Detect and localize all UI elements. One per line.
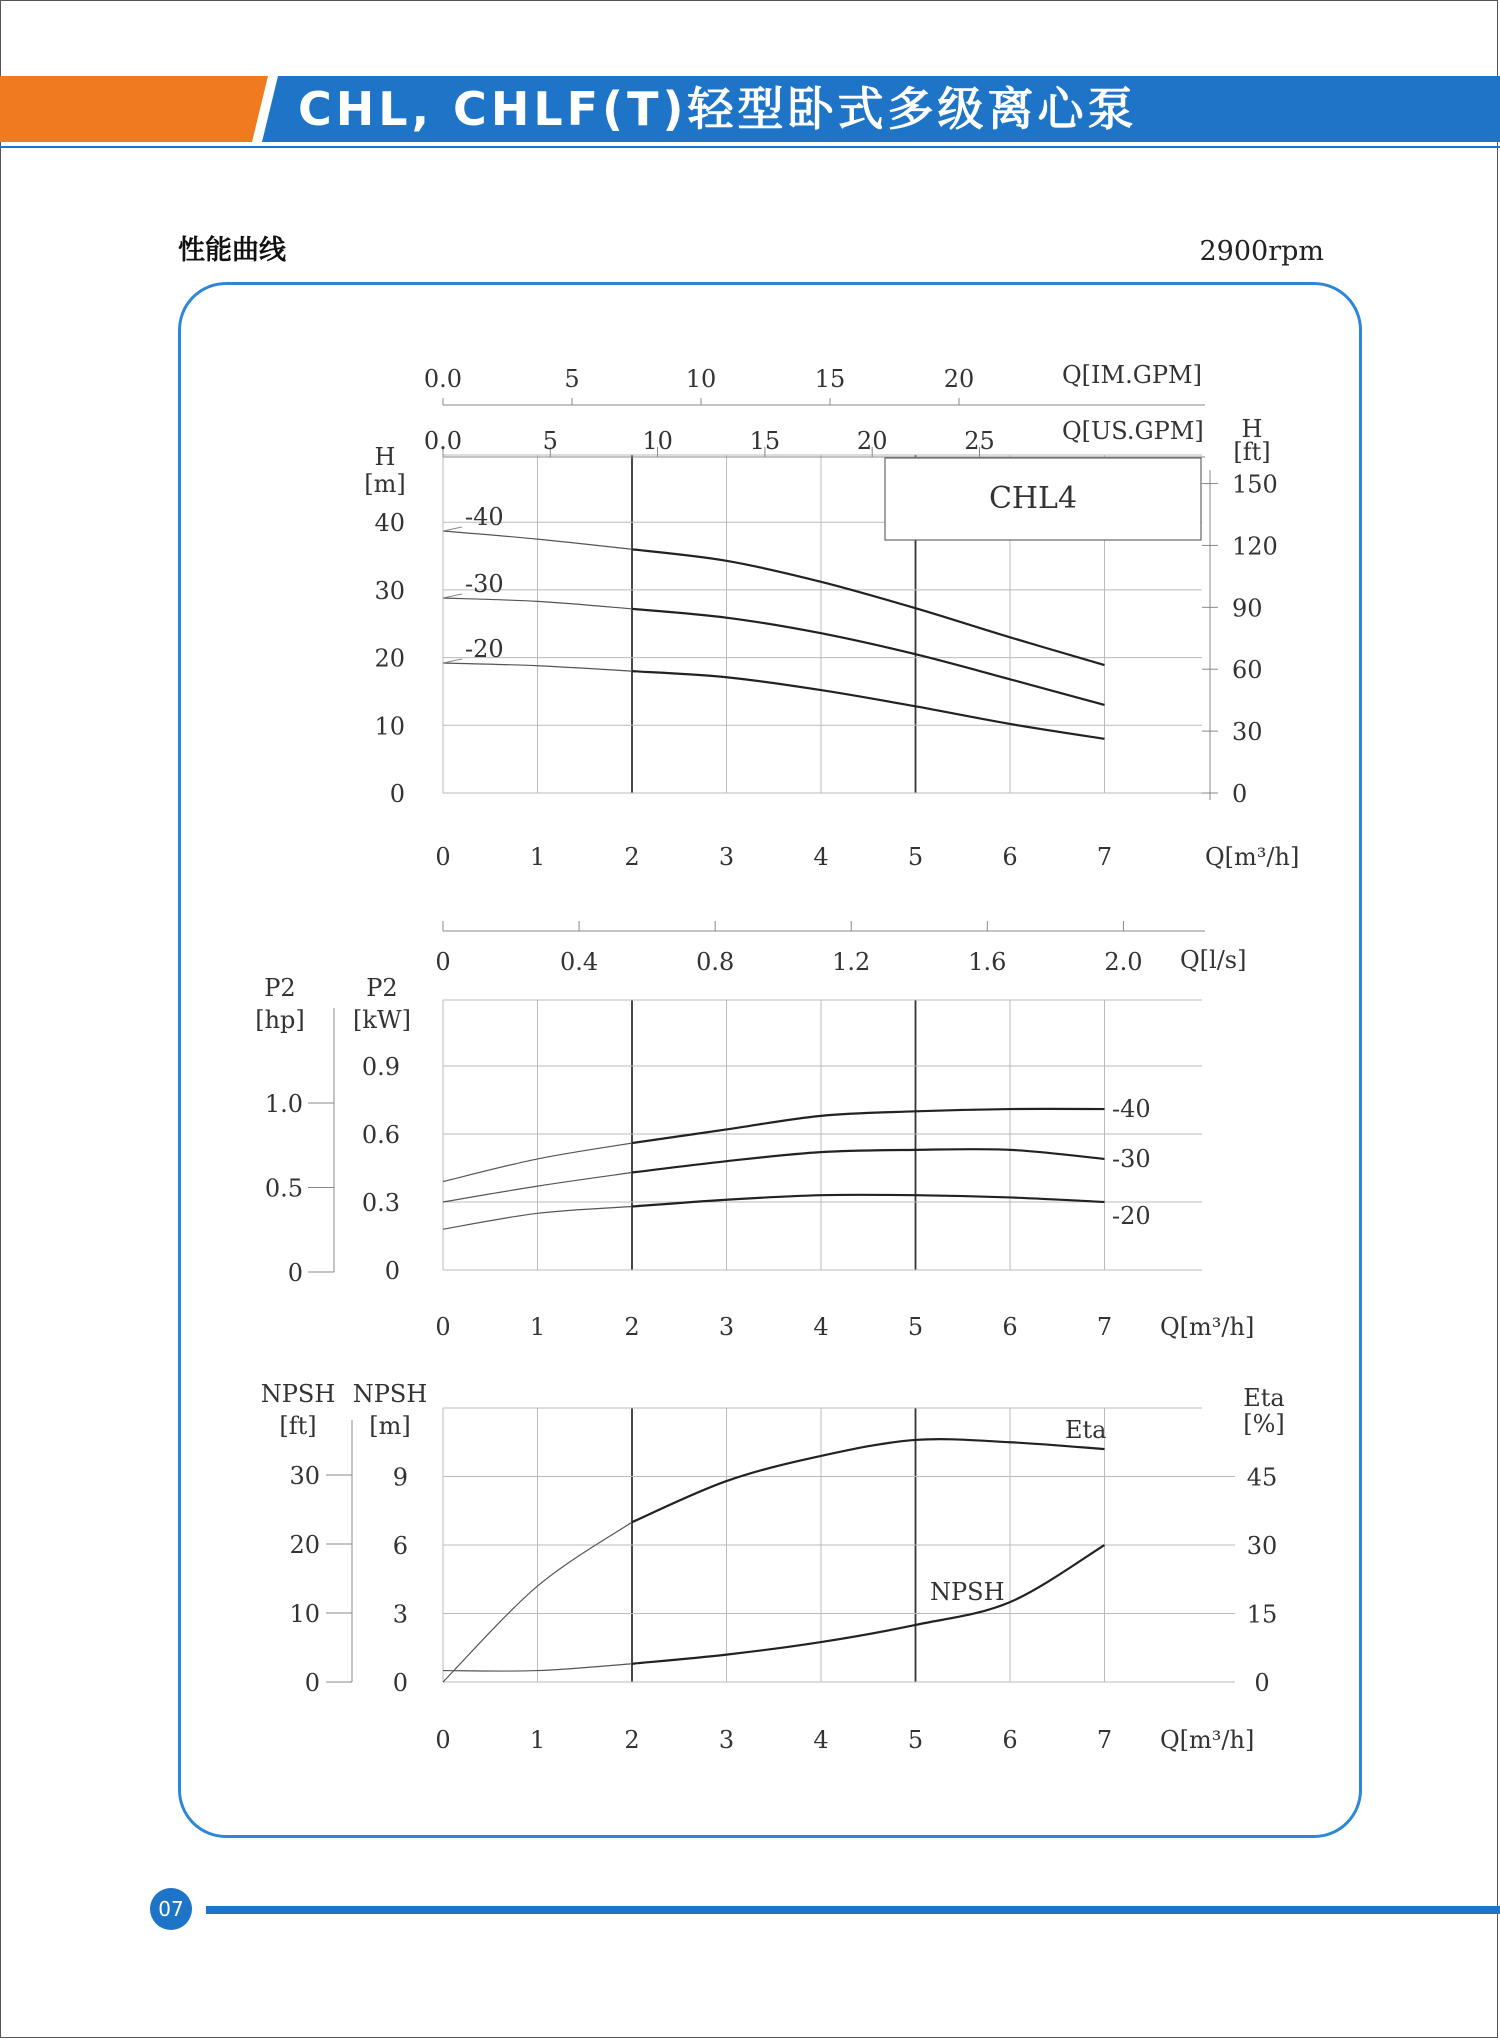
npsh-x-tick: 1 xyxy=(529,1726,546,1754)
p2-x-tick: 3 xyxy=(718,1313,735,1341)
y-axis-label-p2-hp: P2 xyxy=(264,974,296,1002)
us-gpm-tick: 10 xyxy=(642,427,673,455)
power-series-label: -30 xyxy=(1112,1144,1151,1173)
y-tick-kw: 0 xyxy=(384,1257,400,1285)
p2-x-tick: 1 xyxy=(529,1313,546,1341)
y-tick-eta: 30 xyxy=(1246,1531,1278,1560)
power-series-label: -20 xyxy=(1112,1201,1151,1230)
us-gpm-tick: 0.0 xyxy=(423,427,463,455)
y-tick-npsh-m: 0 xyxy=(392,1669,408,1697)
im-gpm-tick: 0.0 xyxy=(423,365,463,393)
y-tick-kw: 0.9 xyxy=(361,1052,400,1081)
y-tick-ft: 0 xyxy=(1232,780,1248,808)
y-tick-npsh-m: 3 xyxy=(392,1600,408,1629)
x-tick-q: 5 xyxy=(907,843,924,871)
x-tick-q: 7 xyxy=(1096,843,1113,871)
model-label: CHL4 xyxy=(988,481,1078,516)
eta-curve-line xyxy=(632,1439,1105,1522)
us-gpm-tick: 5 xyxy=(542,427,558,455)
y-tick-h-m: 40 xyxy=(374,509,405,538)
y-tick-npsh-ft: 0 xyxy=(304,1669,320,1697)
y-tick-eta: 15 xyxy=(1246,1600,1278,1629)
p2-x-tick: 0 xyxy=(435,1313,451,1341)
npsh-x-tick: 4 xyxy=(813,1726,829,1754)
ls-axis-label: Q[l/s] xyxy=(1180,946,1247,974)
npsh-x-tick: 6 xyxy=(1002,1726,1018,1754)
y-tick-h-m: 30 xyxy=(374,576,405,605)
power-curve-30-line xyxy=(632,1149,1105,1172)
head-series-label: -20 xyxy=(465,635,504,664)
im-gpm-tick: 10 xyxy=(685,365,717,393)
y-tick-hp: 0.5 xyxy=(264,1174,303,1203)
y-tick-npsh-m: 9 xyxy=(392,1463,408,1492)
y-tick-eta: 45 xyxy=(1246,1463,1278,1492)
ls-tick: 1.6 xyxy=(968,948,1007,976)
x-tick-q: 2 xyxy=(624,843,640,871)
npsh-x-tick: 7 xyxy=(1096,1726,1113,1754)
y-tick-npsh-m: 6 xyxy=(392,1532,408,1561)
y-tick-ft: 150 xyxy=(1232,470,1278,499)
y-tick-hp: 0 xyxy=(287,1259,303,1287)
ls-tick: 2.0 xyxy=(1104,948,1143,976)
p2-x-tick: 6 xyxy=(1002,1313,1018,1341)
y-axis-label-npsh-ft: NPSH xyxy=(260,1380,336,1408)
y-tick-npsh-ft: 20 xyxy=(289,1531,320,1559)
y-axis-unit-ft: [ft] xyxy=(1233,438,1271,466)
im-gpm-tick: 5 xyxy=(564,365,580,393)
x-axis-label-q: Q[m³/h] xyxy=(1205,843,1300,871)
y-axis-unit-eta: [%] xyxy=(1243,1410,1285,1438)
npsh-x-tick: 0 xyxy=(435,1726,451,1754)
y-axis-label-h: H xyxy=(374,443,396,471)
section-title: 性能曲线 xyxy=(178,235,286,266)
p2-x-tick: 7 xyxy=(1096,1313,1113,1341)
head-curve-30-line xyxy=(632,609,1105,705)
y-tick-h-m: 20 xyxy=(374,644,405,673)
us-gpm-tick: 15 xyxy=(749,427,781,455)
x-tick-q: 6 xyxy=(1002,843,1018,871)
y-axis-label-eta: Eta xyxy=(1243,1384,1285,1412)
head-curve-40-line xyxy=(632,549,1105,665)
npsh-x-axis-label: Q[m³/h] xyxy=(1160,1726,1255,1754)
im-gpm-label: Q[IM.GPM] xyxy=(1062,361,1202,389)
head-label-leader xyxy=(443,594,462,598)
y-axis-unit-npsh-ft: [ft] xyxy=(279,1412,317,1440)
head-label-leader xyxy=(443,659,462,663)
y-tick-npsh-ft: 10 xyxy=(289,1600,320,1628)
npsh-series-label: NPSH xyxy=(930,1578,1005,1606)
y-axis-unit-kw: [kW] xyxy=(353,1006,411,1034)
im-gpm-tick: 20 xyxy=(943,365,975,393)
p2-x-tick: 5 xyxy=(907,1313,924,1341)
p2-x-axis-label: Q[m³/h] xyxy=(1160,1313,1255,1341)
y-axis-unit-npsh-m: [m] xyxy=(369,1412,411,1440)
npsh-curve-line xyxy=(632,1545,1105,1664)
y-tick-ft: 30 xyxy=(1232,718,1263,747)
y-tick-ft: 120 xyxy=(1232,532,1278,561)
y-axis-unit-m: [m] xyxy=(364,470,406,498)
head-series-label: -30 xyxy=(465,570,504,599)
x-tick-q: 0 xyxy=(435,843,451,871)
y-tick-eta: 0 xyxy=(1254,1669,1270,1697)
p2-x-tick: 4 xyxy=(813,1313,829,1341)
power-curve-20-line xyxy=(632,1195,1105,1207)
ls-tick: 1.2 xyxy=(832,948,871,976)
y-tick-ft: 90 xyxy=(1232,594,1263,623)
y-tick-kw: 0.6 xyxy=(361,1120,400,1149)
y-tick-npsh-ft: 30 xyxy=(289,1462,320,1490)
npsh-x-tick: 5 xyxy=(907,1726,924,1754)
page-number-badge: 07 xyxy=(150,1888,192,1930)
power-series-label: -40 xyxy=(1112,1095,1151,1124)
head-label-leader xyxy=(443,527,462,531)
x-tick-q: 3 xyxy=(718,843,735,871)
p2-x-tick: 2 xyxy=(624,1313,640,1341)
us-gpm-tick: 20 xyxy=(856,427,888,455)
us-gpm-tick: 25 xyxy=(964,427,995,455)
power-curve-40-line xyxy=(632,1109,1105,1143)
footer-rule xyxy=(206,1906,1500,1914)
y-axis-unit-hp: [hp] xyxy=(255,1006,305,1034)
y-tick-hp: 1.0 xyxy=(264,1090,303,1118)
y-tick-h-m: 10 xyxy=(374,712,405,741)
npsh-x-tick: 2 xyxy=(624,1726,640,1754)
page-title: CHL, CHLF(T)轻型卧式多级离心泵 xyxy=(298,82,1138,136)
y-axis-label-npsh-m: NPSH xyxy=(352,1380,428,1408)
ls-tick: 0.8 xyxy=(696,948,735,976)
eta-series-label: Eta xyxy=(1065,1416,1107,1444)
head-series-label: -40 xyxy=(465,503,504,532)
ls-tick: 0 xyxy=(435,948,451,976)
npsh-x-tick: 3 xyxy=(718,1726,735,1754)
x-tick-q: 1 xyxy=(529,843,546,871)
x-tick-q: 4 xyxy=(813,843,829,871)
y-axis-label-p2-kw: P2 xyxy=(366,974,398,1002)
y-axis-label-h-right: H xyxy=(1241,415,1263,443)
ls-tick: 0.4 xyxy=(559,948,599,976)
speed-label: 2900rpm xyxy=(1199,236,1324,267)
us-gpm-label: Q[US.GPM] xyxy=(1062,417,1204,445)
y-tick-h-m: 0 xyxy=(389,780,405,808)
y-tick-kw: 0.3 xyxy=(361,1188,400,1217)
im-gpm-tick: 15 xyxy=(814,365,846,393)
y-tick-ft: 60 xyxy=(1232,656,1263,685)
head-curve-20-line xyxy=(632,671,1105,739)
